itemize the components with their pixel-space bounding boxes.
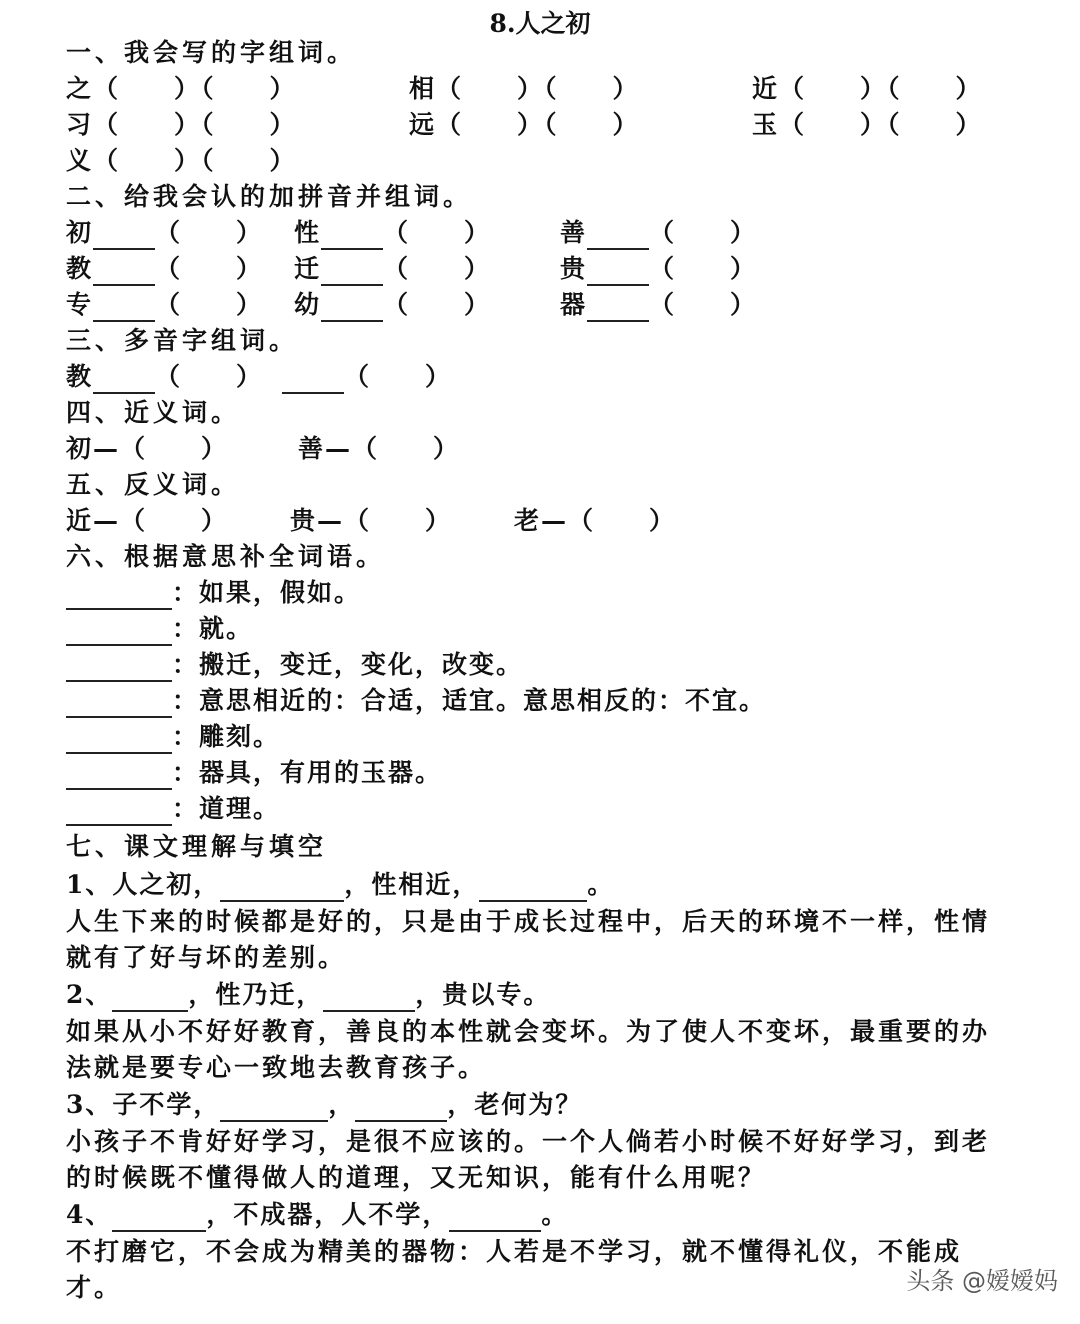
q-text: ，性乃迁， bbox=[188, 980, 324, 1009]
s6-meaning: ：道理。 bbox=[172, 794, 281, 823]
answer-blank[interactable] bbox=[66, 614, 172, 646]
q-text: ， bbox=[328, 1090, 356, 1119]
s6-item bbox=[66, 648, 523, 682]
s2-char: 教 bbox=[66, 254, 94, 283]
answer-blank[interactable] bbox=[355, 1090, 447, 1122]
answer-blank[interactable] bbox=[587, 218, 649, 250]
q-text: ，性相近， bbox=[344, 870, 480, 899]
section-2-heading: 二、给我会认的加拼音并组词。 bbox=[66, 182, 473, 211]
q-text: ，不成器，人不学， bbox=[206, 1200, 450, 1229]
s6-meaning: ：就。 bbox=[172, 614, 254, 643]
answer-blank[interactable] bbox=[321, 218, 383, 250]
s6-item bbox=[66, 684, 766, 718]
s2-char: 器 bbox=[560, 290, 588, 319]
s3-char: 教 bbox=[66, 362, 94, 391]
s6-meaning: ：如果，假如。 bbox=[172, 578, 362, 607]
s2-char: 性 bbox=[294, 218, 322, 247]
section-7-heading: 七、课文理解与填空 bbox=[66, 832, 328, 861]
answer-blank[interactable] bbox=[66, 758, 172, 790]
answer-blank[interactable] bbox=[66, 686, 172, 718]
answer-blank[interactable] bbox=[220, 1090, 328, 1122]
answer-blank[interactable] bbox=[587, 290, 649, 322]
answer-blank[interactable] bbox=[323, 980, 415, 1012]
section-5-heading: 五、反义词。 bbox=[66, 470, 241, 499]
answer-blank[interactable] bbox=[93, 290, 155, 322]
explanation-1: 人生下来的时候都是好的，只是由于成长过程中，后天的环境不一样，性情就有了好与坏的差别。 bbox=[66, 907, 991, 972]
s6-meaning: ：搬迁，变迁，变化，改变。 bbox=[172, 650, 524, 679]
s6-meaning: ：雕刻。 bbox=[172, 722, 281, 751]
answer-blank[interactable] bbox=[93, 254, 155, 286]
synonym-item: 初—（ bbox=[66, 434, 148, 463]
answer-blank[interactable] bbox=[220, 870, 344, 902]
answer-blank[interactable] bbox=[112, 980, 188, 1012]
s2-char: 幼 bbox=[294, 290, 322, 319]
s1-char: 玉 bbox=[752, 110, 780, 139]
s6-item bbox=[66, 612, 253, 646]
explanation-2: 如果从小不好好教育，善良的本性就会变坏。为了使人不变坏，最重要的办法就是要专心一致地去教育孩子。 bbox=[66, 1017, 991, 1082]
s6-meaning: ：意思相近的：合适，适宜。意思相反的：不宜。 bbox=[172, 686, 767, 715]
antonym-item: 老—（ bbox=[514, 506, 596, 535]
s6-item bbox=[66, 792, 280, 826]
answer-blank[interactable] bbox=[93, 218, 155, 250]
s2-char: 善 bbox=[560, 218, 588, 247]
fill-question-1 bbox=[66, 868, 614, 902]
q-text: ，老何为？ bbox=[447, 1090, 583, 1119]
answer-blank[interactable] bbox=[449, 1200, 541, 1232]
answer-blank[interactable] bbox=[282, 362, 344, 394]
antonym-item: 贵—（ bbox=[290, 506, 372, 535]
s1-char: 习 bbox=[66, 110, 94, 139]
explanation-3: 小孩子不肯好好学习，是很不应该的。一个人倘若小时候不好好学习，到老的时候既不懂得做人的道理，又无知识，能有什么用呢？ bbox=[66, 1127, 991, 1192]
answer-blank[interactable] bbox=[112, 1200, 206, 1232]
q-text: 3、子不学， bbox=[66, 1090, 221, 1119]
q-text: 2、 bbox=[66, 980, 113, 1009]
answer-blank[interactable] bbox=[587, 254, 649, 286]
s6-item bbox=[66, 576, 361, 610]
s6-item bbox=[66, 720, 280, 754]
answer-blank[interactable] bbox=[93, 362, 155, 394]
page-title: 8.人之初 bbox=[489, 9, 591, 38]
s2-char: 初 bbox=[66, 218, 94, 247]
answer-blank[interactable] bbox=[321, 290, 383, 322]
antonym-item: 近—（ bbox=[66, 506, 148, 535]
answer-blank[interactable] bbox=[66, 578, 172, 610]
worksheet-page: 8.人之初 一、我会写的字组词。 之（ ）（ ） 相（ ）（ ） 近（ ）（ ） 习（ ）（ ） 远（ ）（ ） 玉（ ）（ ） 义（ ）（ ） 二、给我会认的加拼音并组词。 初 （ ） 性 （ ） 善 （ ） 教 （ ） 迁 （ ） 贵 （ ） 专 （ ） 幼 （ ） 器 （ ） 三、多音字组词。 教 （ ） （ ） 四、近义词。 初—（ ） 善—（ ） 五、反义词。 近—（ ） 贵—（ ） 老—（ ） 六、根据意思补全词语。 ：如果，假如。 ：就。 ：搬迁，变迁，变化，改变。 ：意思相近的：合适，适宜。意思相反的：不宜。 ：雕刻。 ：器具，有用的玉器。 ：道理。 七、课文理解与填空 1、人之初， ，性相近， 。 人生下来的时候都是好的，只是由于成长过程中，后天的环境不一样，性情就有了好与坏的差别。 2、 ，性乃迁， ，贵以专。 如果从小不好好教育，善良的本性就会变坏。为了使人不变坏，最重要的办法就是要专心一致地去教育孩子。 3、子不学， ， ，老何为？ 小孩子不肯好好学习，是很不应该的。一个人倘若小时候不好好学习，到老的时候既不懂得做人的道理，又无知识，能有什么用呢？ 4、 ，不成器，人不学， 。 不打磨它，不会成为精美的器物：人若是不学习，就不懂得礼仪，不能成才。 头条 @嫒嫒妈 bbox=[0, 0, 1080, 1324]
fill-question-4 bbox=[66, 1198, 568, 1232]
answer-blank[interactable] bbox=[66, 722, 172, 754]
section-6-heading: 六、根据意思补全词语。 bbox=[66, 542, 386, 571]
s2-char: 贵 bbox=[560, 254, 588, 283]
answer-blank[interactable] bbox=[321, 254, 383, 286]
q-text: 。 bbox=[541, 1200, 569, 1229]
synonym-item: 善—（ bbox=[298, 434, 380, 463]
s2-char: 迁 bbox=[294, 254, 322, 283]
fill-question-2 bbox=[66, 978, 550, 1012]
section-1-heading: 一、我会写的字组词。 bbox=[66, 38, 357, 67]
s1-char: 远 bbox=[409, 110, 437, 139]
fill-question-3 bbox=[66, 1088, 582, 1122]
answer-blank[interactable] bbox=[479, 870, 587, 902]
explanation-4: 不打磨它，不会成为精美的器物：人若是不学习，就不懂得礼仪，不能成才。 bbox=[66, 1237, 963, 1302]
q-text: ，贵以专。 bbox=[415, 980, 551, 1009]
q-text: 。 bbox=[587, 870, 615, 899]
answer-blank[interactable] bbox=[66, 794, 172, 826]
s1-char: 相 bbox=[409, 74, 437, 103]
s1-char: 义 bbox=[66, 146, 94, 175]
s6-meaning: ：器具，有用的玉器。 bbox=[172, 758, 443, 787]
section-4-heading: 四、近义词。 bbox=[66, 398, 241, 427]
s1-char: 之 bbox=[66, 74, 94, 103]
s1-char: 近 bbox=[752, 74, 780, 103]
q-text: 1、人之初， bbox=[66, 870, 221, 899]
answer-blank[interactable] bbox=[66, 650, 172, 682]
s6-item bbox=[66, 756, 442, 790]
q-text: 4、 bbox=[66, 1200, 113, 1229]
section-3-heading: 三、多音字组词。 bbox=[66, 326, 299, 355]
watermark: 头条 @嫒嫒妈 bbox=[906, 1267, 1058, 1295]
s2-char: 专 bbox=[66, 290, 94, 319]
